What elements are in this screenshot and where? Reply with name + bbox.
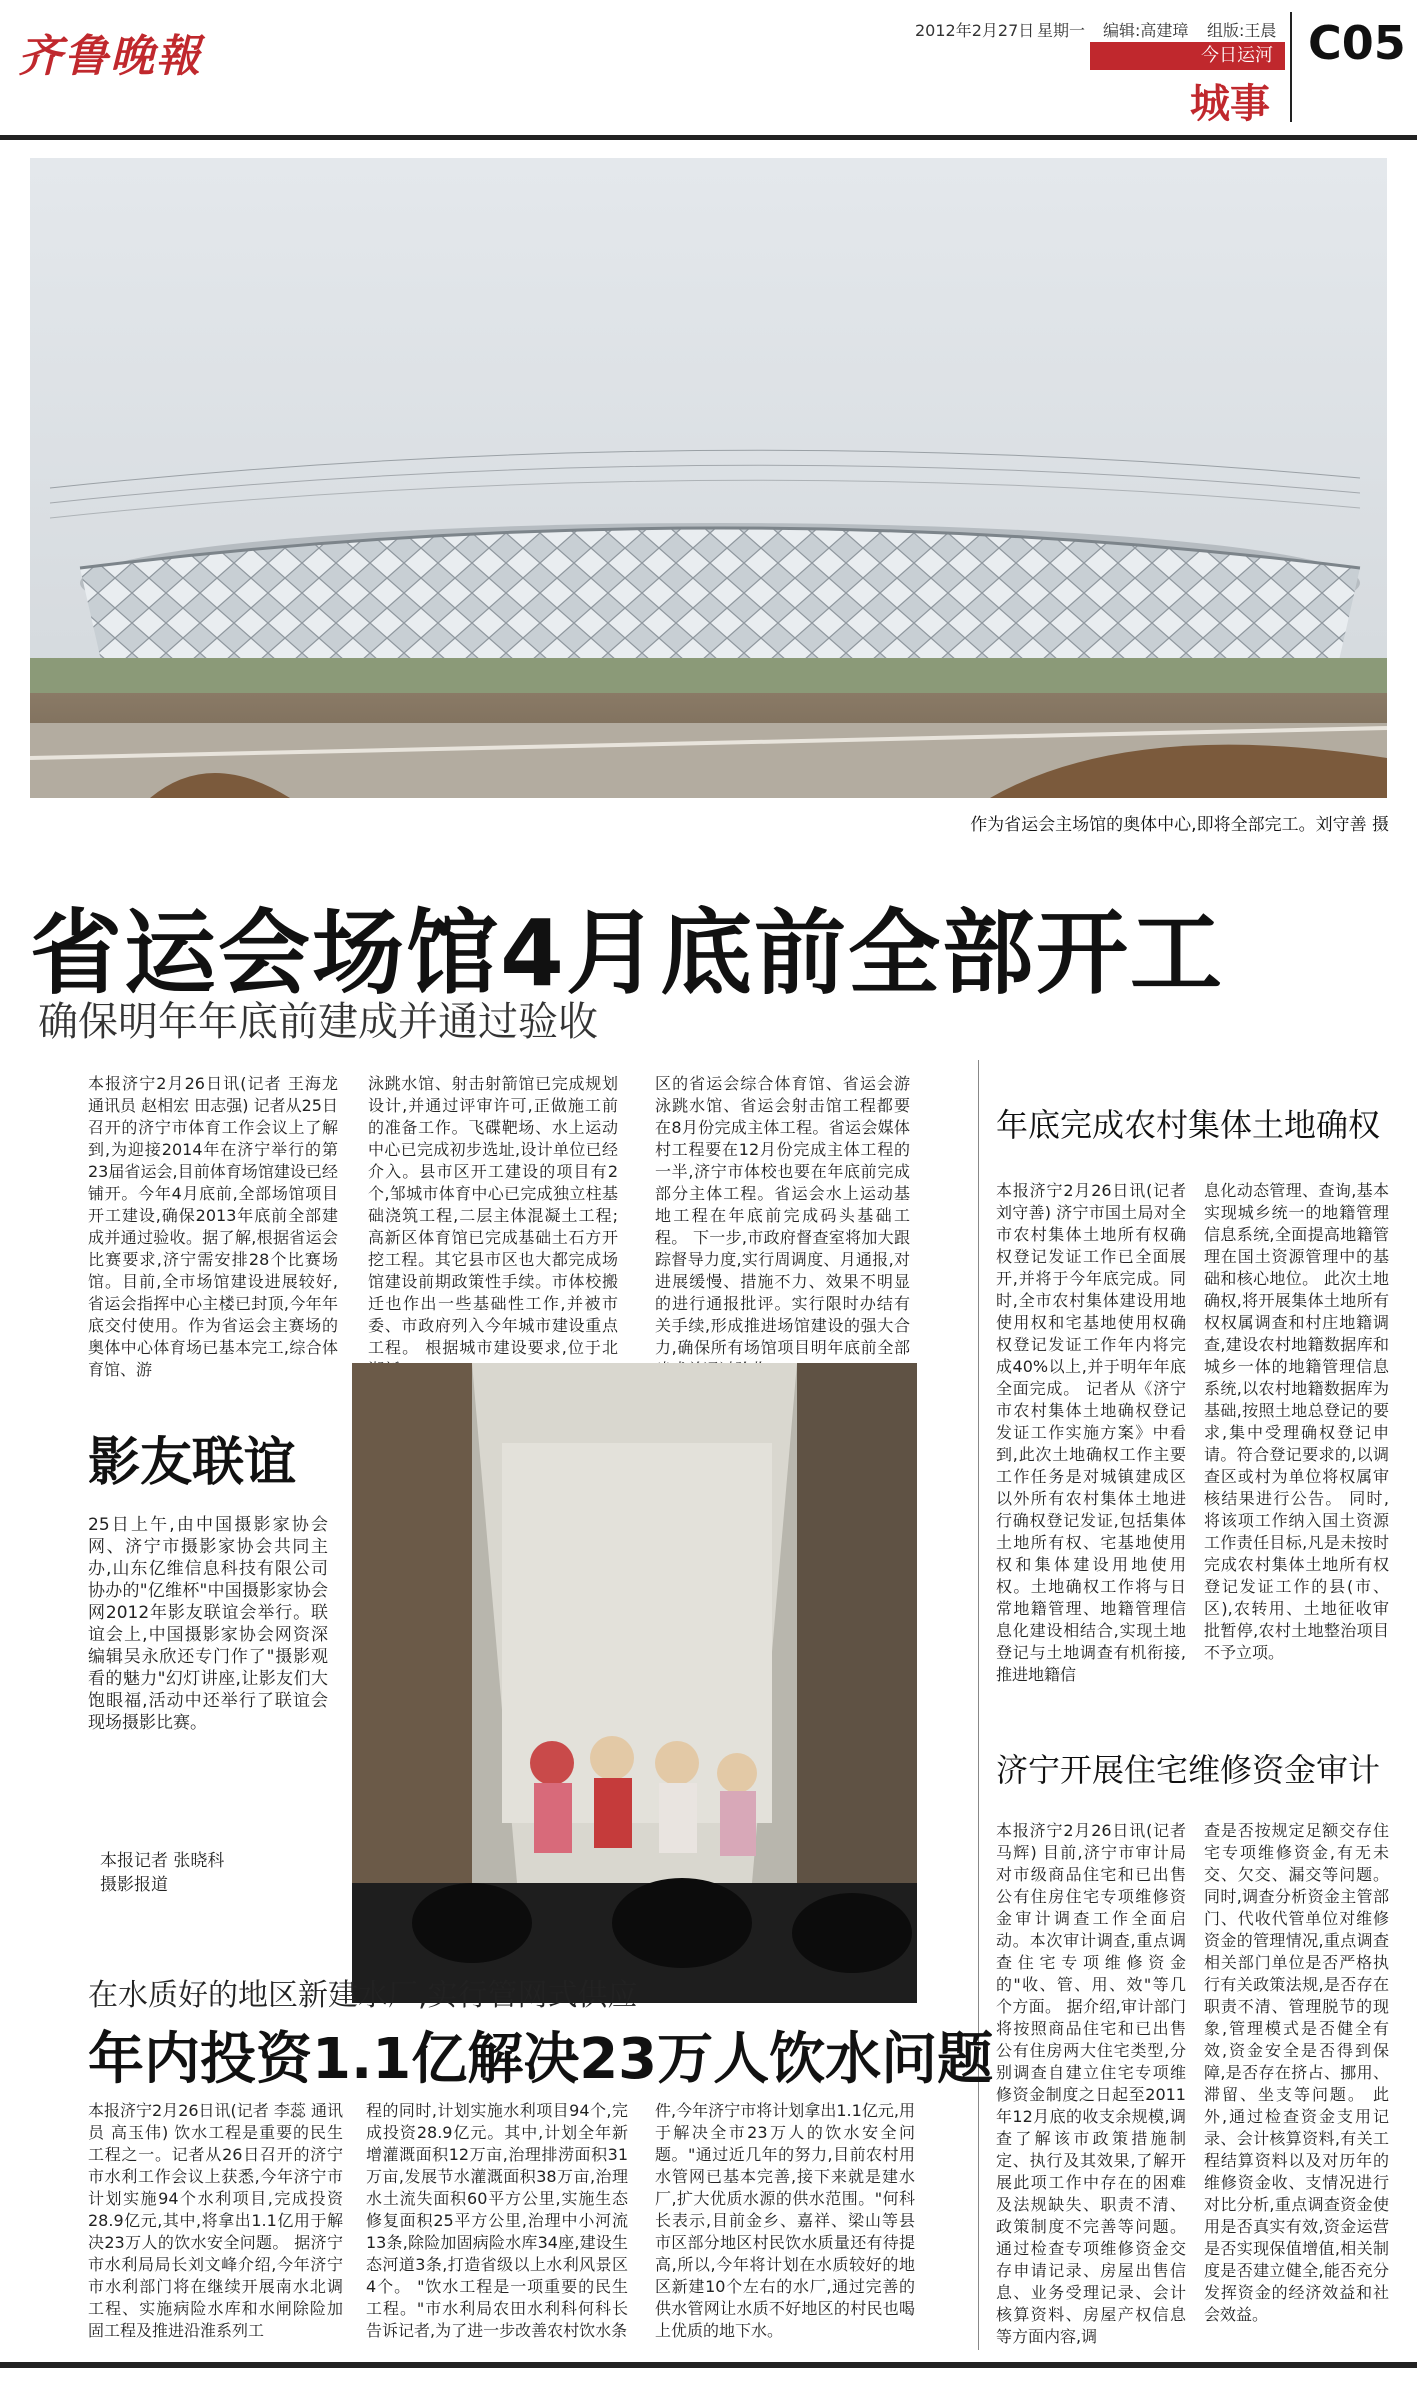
header-rule xyxy=(0,135,1417,140)
stadium-illustration xyxy=(30,158,1387,798)
article1-column-3: 区的省运会综合体育馆、省运会游泳跳水馆、省运会射击馆工程都要在8月份完成主体工程。省运会媒体村工程要在12月份完成主体工程的一半,济宁市体校也要在年底前完成部分主体工程。省运会水上运动基地工程在年底前完成码头基础工程。 下一步,市政府督查室将加大跟踪督导力度,实行周调度、月通报,对进展缓慢、措施不力、效果不明显的进行通报批评。实行限时办结有关手续,形成推进场馆建设的强大合力,确保所有场馆项目明年底前全部 xyxy=(655,1074,910,1357)
audit-column-1: 本报济宁2月26日讯(记者 马辉) 目前,济宁市审计局对市级商品住宅和已出售公有住房住宅专项维修资金审计调查工作全面启动。本次审计调查,重点调查住宅专项维修资金的"收、管、用、效"等几个方面。 据介绍,审计部门将按照商品住宅和已出售公有住房两大住宅类型,分别调查自建立住宅专项维修资金制度之日起至2011年12月底的收支余规模,调查了解该市政策措施制定、执行及其效果,了解开展此项工作中存在的困难及法规缺失、职责不清、政策制度不完善等问题。 通过检查专项维修资金交存申请记录、房屋出售信息、业务受理记录、会计核算资料、房屋产权信息等方面内容,调 xyxy=(996,1821,1186,2346)
water-column-3: 件,今年济宁市将计划拿出1.1亿元,用于解决全市23万人的饮水安全问题。"通过近几年的努力,目前农村用水管网已基本完善,接下来就是建水厂,扩大优质水源的供水范围。"何科长表示,目前金乡、嘉祥、梁山等县市区部分地区村民饮水质量还有待提高,所以,今年将计划在水质较好的地区新建10个左右的水厂,通过完善的供水管网让水质不好地区的村民也喝上优质的地下水。 xyxy=(655,2101,915,2340)
photo-news-credit: 摄影报道 xyxy=(100,1875,168,1895)
water-column-2: 程的同时,计划实施水利项目94个,完成投资28.9亿元。其中,计划全年新增灌溉面积12万亩,治理排涝面积31万亩,发展节水灌溉面积38万亩,治理水土流失面积60平方公里,实施生态修复面积25平方公里,治理中小河流13条,除险加固病险水库34座,建设生态河道3条,打造省级以上水利风景区4个。 "饮水工程是一项重要的民生工程。"市水利局农田水利科何科长告诉记者,为了进一步改善农村饮水条 xyxy=(366,2101,628,2340)
land-rights-title: 年底完成农村集体土地确权 xyxy=(996,1106,1381,1144)
land-rights-column-1: 本报济宁2月26日讯(记者 刘守善) 济宁市国土局对全市农村集体土地所有权确权登记发证工作已全面展开,并将于今年底完成。同时,全市农村集体建设用地使用权和宅基地使用权确权登记发证工作年内将完成40%以上,并于明年年底全面完成。 记者从《济宁市农村集体土地确权登记发证工作实施方案》中看到,此次土地确权工作主要工作任务是对城镇建成区以外所有农村集体土地进行确权登记发证,包括集体土地所有权、宅基地使用权和集体建设用地使用权。土地确权工作将与日常地籍管理、地籍管理信息化建设相结合,实现土地登记与土地调查有机衔接,推进地籍信 xyxy=(996,1181,1186,1684)
photo-news-text: 25日上午,由中国摄影家协会网、济宁市摄影家协会共同主办,山东亿维信息科技有限公司协办的"亿维杯"中国摄影家协会网2012年影友联谊会举行。联谊会上,中国摄影家协会网资深编辑吴永欣还专门作了"摄影观看的魅力"幻灯讲座,让影友们大饱眼福,活动中还举行了联谊会现场摄影比赛。 xyxy=(88,1515,328,1733)
water-column-1: 本报济宁2月26日讯(记者 李蕊 通讯员 高玉伟) 饮水工程是重要的民生工程之一。记者从26日召开的济宁市水利工作会议上获悉,今年济宁市计划实施94个水利项目,完成投资28.9亿元,其中,将拿出1.1亿用于解决23万人的饮水安全问题。 据济宁市水利局局长刘文峰介绍,今年济宁市水利部门将在继续开展南水北调工程、实施病险水库和水闸除险加固工程及推进沿淮系列工 xyxy=(88,2101,343,2340)
water-headline: 年内投资1.1亿解决23万人饮水问题 xyxy=(88,2027,994,2092)
header-divider xyxy=(1290,12,1292,122)
column-divider xyxy=(978,1060,979,2350)
land-rights-column-2: 息化动态管理、查询,基本实现城乡统一的地籍管理信息系统,全面提高地籍管理在国土资源管理中的基础和核心地位。 此次土地确权,将开展集体土地所有权权属调查和村庄地籍调查,建设农村地籍数据库和城乡一体的地籍管理信息系统,以农村地籍数据库为基础,按照土地总登记的要求,集中受理确权登记申请。符合登记要求的,以调查区或村为单位将权属审核结果进行公告。 同时,将该项工作纳入国土资源工作责任目标,凡是未按时完成农村集体土地所有权登记发证工作的县(市、区),农转用、土地征收审批暂停,农村土地整治项目不予立项。 xyxy=(1204,1181,1389,1662)
layout-credit: 组版:王晨 xyxy=(1207,21,1277,40)
section-tag: 今日运河 xyxy=(1090,42,1285,70)
main-subheadline: 确保明年年底前建成并通过验收 xyxy=(38,999,598,1045)
stadium-photo xyxy=(30,158,1387,798)
issue-weekday: 星期一 xyxy=(1037,21,1086,40)
article1-column-2: 泳跳水馆、射击射箭馆已完成规划设计,并通过评审许可,正做施工前的准备工作。飞碟靶场、水上运动中心已完成初步选址,设计单位已经介入。县市区开工建设的项目有2个,邹城市体育中心已完成独立柱基础浇筑工程,二层主体混凝土工程;高新区体育馆已完成基础土石方开挖工程。其它县市区也大都完成场馆建设前期政策性手续。市体校搬迁也作出一些基础性工作,并被市委、市政府列入今年城市建设重点工程。 根据城市建设要求,位于北 xyxy=(368,1074,618,1357)
main-headline: 省运会场馆4月底前全部开工 xyxy=(30,900,1225,1007)
children-illustration xyxy=(352,1363,917,2003)
photo-caption: 作为省运会主场馆的奥体中心,即将全部完工。刘守善 摄 xyxy=(970,815,1389,835)
section-name: 城事 xyxy=(1190,80,1270,127)
article1-column-1: 本报济宁2月26日讯(记者 王海龙 通讯员 赵相宏 田志强) 记者从25日召开的济宁市体育工作会议上了解到,为迎接2014年在济宁举行的第23届省运会,目前体育场馆建设已经铺开。今年4月底前,全部场馆项目开工建设,确保2013年底前全部建成并通过验收。据了解,根据省运会比赛要求,济宁需安排28个比赛场馆。目前,全市场馆建设进展较好,省运会指挥中心主楼已封顶,今年年底交付使用。作为省运会主赛场的奥体中心体育场已基本完工,综合体育馆、游 xyxy=(88,1074,338,1379)
footer-rule xyxy=(0,2362,1417,2368)
page-number: C05 xyxy=(1308,16,1406,70)
children-photo xyxy=(352,1363,917,2003)
audit-column-2: 查是否按规定足额交存住宅专项维修资金,有无未交、欠交、漏交等问题。 同时,调查分析资金主管部门、代收代管单位对维修资金的管理情况,重点调查相关部门单位是否严格执行有关政策法规,是否存在职责不清、管理脱节的现象,管理模式是否健全有效,资金安全是否得到保障,是否存在挤占、挪用、滞留、坐支等问题。 此外,通过检查资金支用记录、会计核算资料,有关工程结算资料以及对历年的维修资金收、支情况进行对比分析,重点调查资金使用是否真实有效,资金运营是否实现保值增值,相关制度是否建立健全,能否充分发挥资金的经济效益和社会效益。 xyxy=(1204,1821,1389,2324)
issue-date: 2012年2月27日 xyxy=(915,21,1035,40)
audit-title: 济宁开展住宅维修资金审计 xyxy=(996,1751,1381,1789)
photo-news-title: 影友联谊 xyxy=(88,1433,297,1493)
newspaper-logo: 齐鲁晚報 xyxy=(18,31,202,82)
photo-news-byline: 本报记者 张晓科 xyxy=(100,1851,225,1871)
editor-credit: 编辑:高建璋 xyxy=(1103,21,1189,40)
water-subheadline: 在水质好的地区新建水厂,实行管网式供应 xyxy=(88,1978,638,2013)
